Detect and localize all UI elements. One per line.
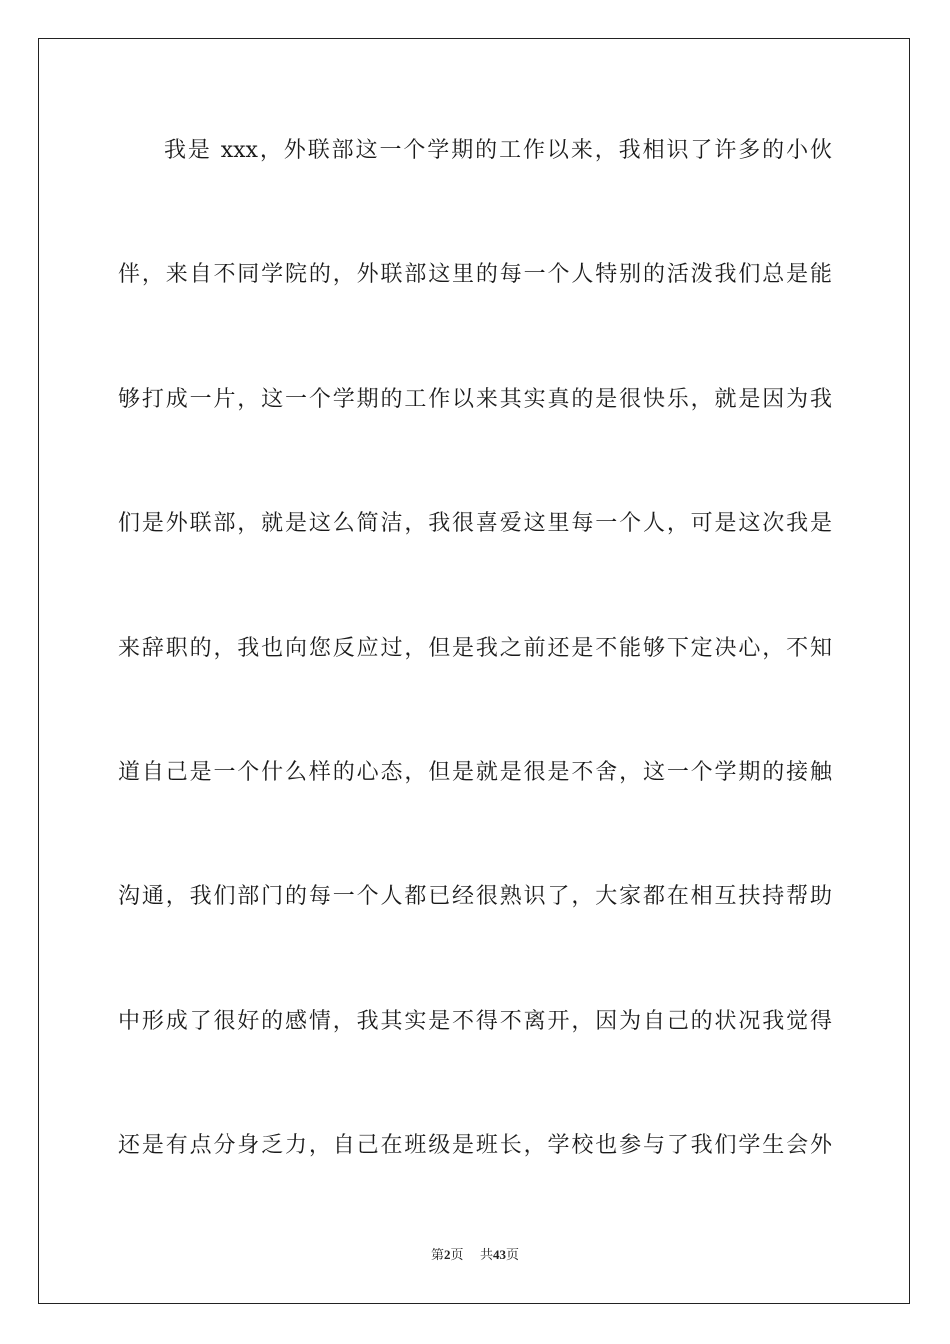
paragraph-line: 们是外联部，就是这么简洁，我很喜爱这里每一个人，可是这次我是	[118, 511, 832, 536]
page-footer	[0, 1246, 950, 1265]
paragraph-line: 还是有点分身乏力，自己在班级是班长，学校也参与了我们学生会外	[118, 1133, 832, 1158]
paragraph-line: 伴，来自不同学院的，外联部这里的每一个人特别的活泼我们总是能	[118, 262, 832, 287]
paragraph-line: 道自己是一个什么样的心态，但是就是很是不舍，这一个学期的接触	[118, 760, 832, 785]
paragraph-line: 来辞职的，我也向您反应过，但是我之前还是不能够下定决心，不知	[118, 636, 832, 661]
paragraph-line: 够打成一片，这一个学期的工作以来其实真的是很快乐，就是因为我	[118, 387, 832, 412]
paragraph-line: 中形成了很好的感情，我其实是不得不离开，因为自己的状况我觉得	[118, 1009, 832, 1034]
total-suffix: 页	[506, 1248, 520, 1263]
page-number: 2	[443, 1247, 451, 1262]
page-prefix: 第	[430, 1248, 444, 1263]
total-prefix: 共	[480, 1248, 494, 1263]
paragraph-line: 沟通，我们部门的每一个人都已经很熟识了，大家都在相互扶持帮助	[118, 884, 832, 909]
total-pages: 43	[493, 1247, 507, 1262]
page-border	[38, 38, 910, 1304]
paragraph-line: 我是 xxx，外联部这一个学期的工作以来，我相识了许多的小伙	[164, 138, 832, 163]
page-suffix: 页	[450, 1248, 464, 1263]
